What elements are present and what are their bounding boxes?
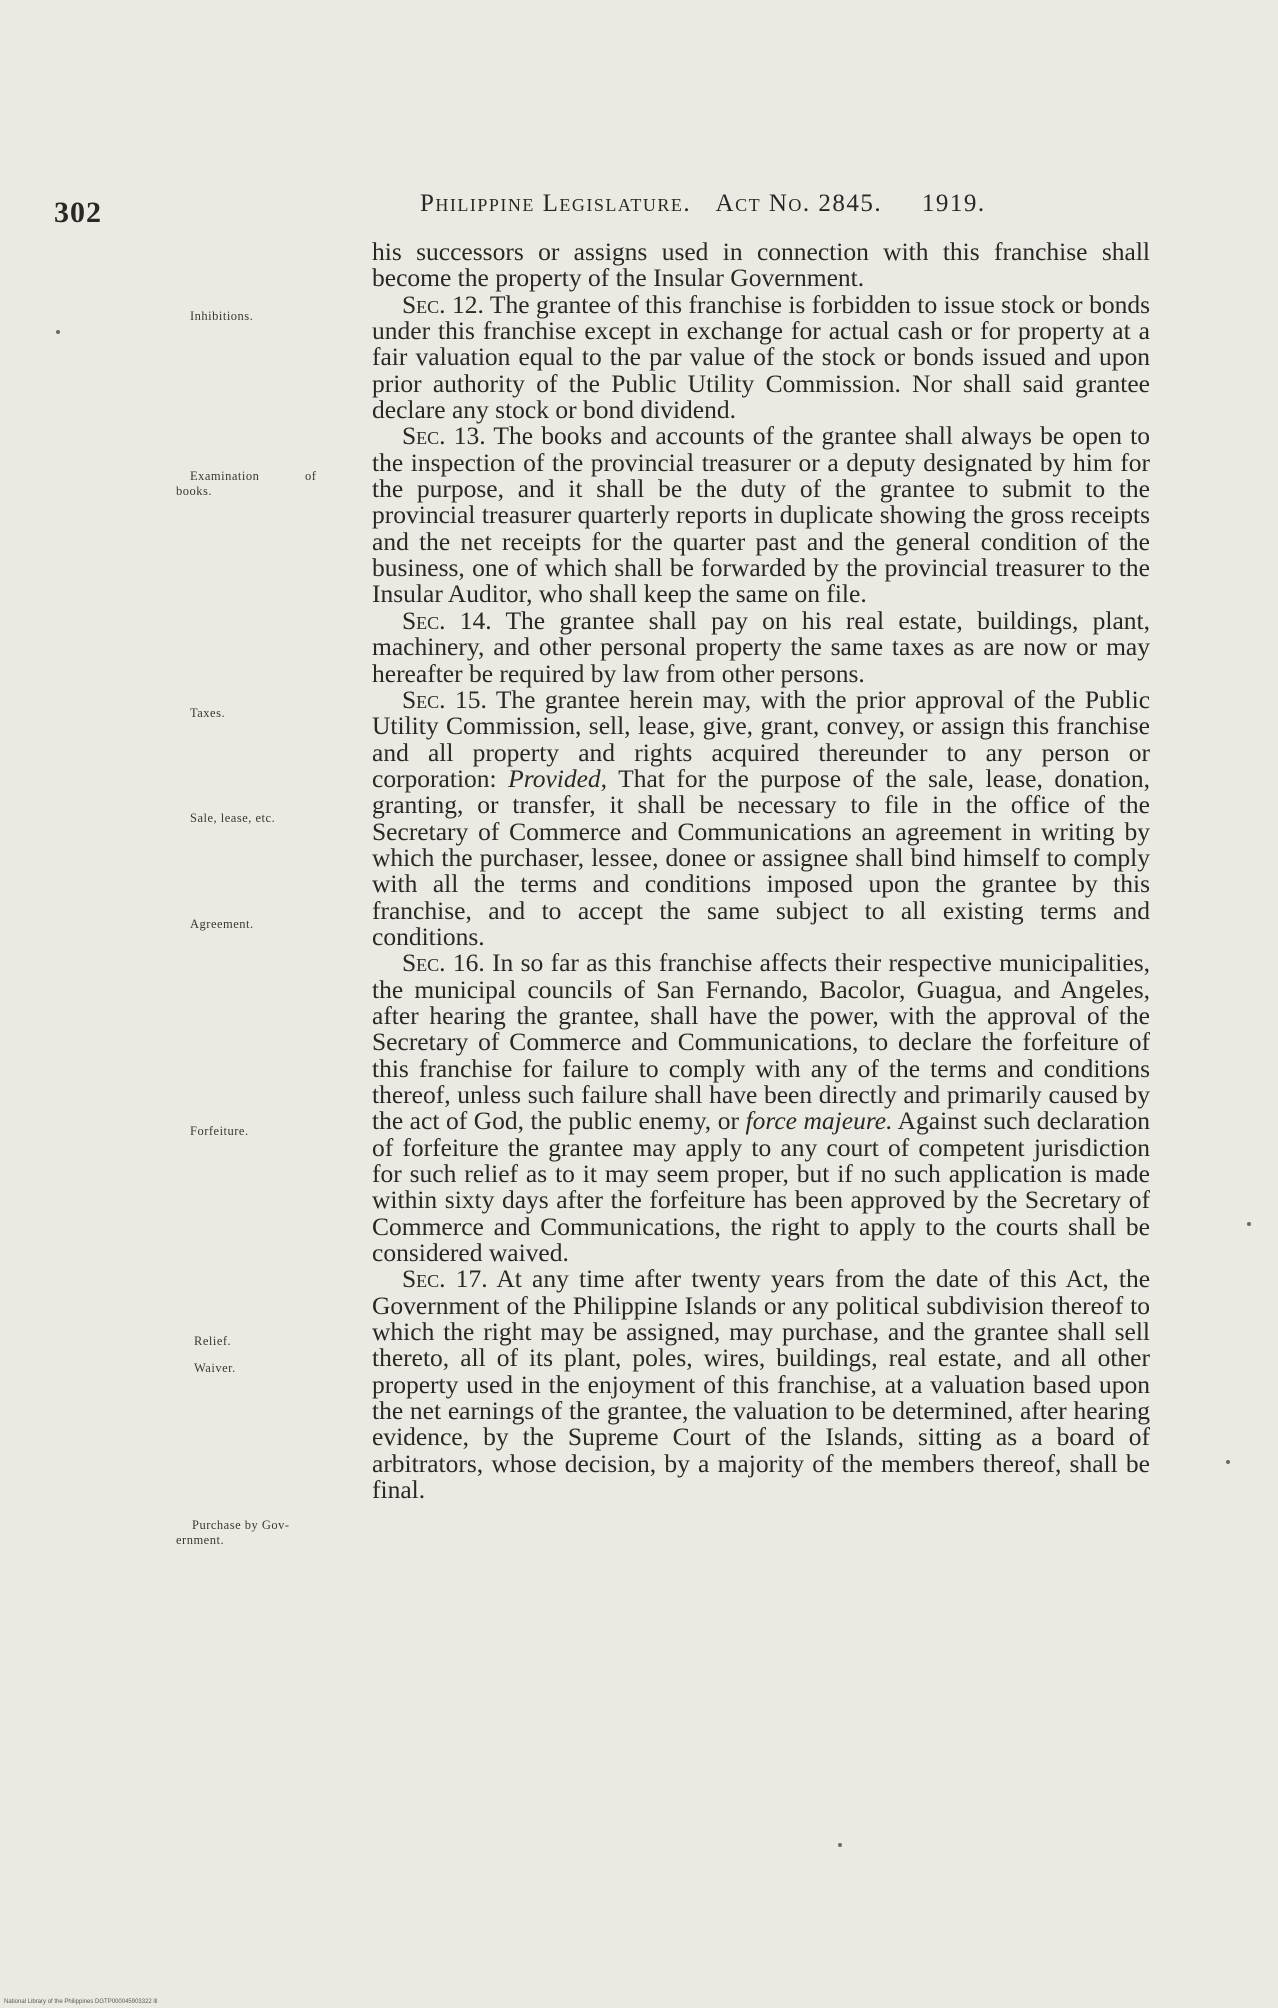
paper-speck [838, 1843, 842, 1847]
paper-speck [56, 330, 60, 334]
margin-note-examination-of: of [305, 469, 317, 483]
margin-note-agreement: Agreement. [190, 917, 254, 931]
margin-note-examination [190, 469, 316, 484]
paper-speck [1247, 1222, 1251, 1226]
section-15-text-b: That for the purpose of the sale, lease, donation, granting, or transfer, it shall be necessary to file in the office of the Secretary of Commerce and Communications an agreement in writing by which the purchaser, lessee, donee or assignee shall bind himself to comply with all the terms and conditions imposed upon the grantee by this franchise, and to accept the same subject to all existing terms and conditions. [372, 763, 1151, 951]
paragraph-continued: his successors or assigns used in connection with this franchise shall become the property of the Insular Government. [372, 237, 1150, 293]
section-13-mark: Sec. 13. [402, 421, 486, 451]
section-15 [372, 684, 1151, 951]
section-17 [372, 1266, 1150, 1503]
section-14 [372, 605, 1150, 688]
margin-note-examination-word: Examination [190, 469, 260, 483]
margin-note-purchase: Purchase by Gov- [192, 1518, 290, 1532]
running-head-act: Act No. 2845. [715, 190, 883, 217]
section-12-mark: Sec. 12. [402, 289, 484, 319]
page-number: 302 [54, 196, 102, 229]
running-head-title: Philippine Legislature. [420, 190, 692, 217]
margin-note-forfeiture: Forfeiture. [190, 1124, 249, 1138]
section-13 [372, 423, 1150, 607]
section-12 [372, 289, 1150, 425]
paper-speck [1226, 1460, 1230, 1464]
running-head [420, 190, 1004, 218]
margin-note-sale: Sale, lease, etc. [190, 811, 276, 825]
section-14-text: The grantee shall pay on his real estate, buildings, plant, machinery, and other personal property the same taxes as are now or may hereafter be required by law from other persons. [372, 605, 1150, 688]
margin-note-waiver: Waiver. [194, 1361, 236, 1375]
section-13-text: The books and accounts of the grantee shall always be open to the inspection of the provincial treasurer or a deputy designated by him for the purpose, and it shall be the duty of the grantee to submit to the provincial treasurer quarterly reports in duplicate showing the gross receipts and the net receipts for the quarter past and the general condition of the business, one of which shall be forwarded by the provincial treasurer to the Insular Auditor, who shall keep the same on file. [372, 421, 1151, 609]
section-16-text-b: Against such declaration of forfeiture the grantee may apply to any court of competent jurisdiction for such relief as to it may seem proper, but if no such application is made within sixty days after the forfeiture has been approved by the Secretary of Commerce and Communications, the right to apply to the courts shall be considered waived. [372, 1106, 1151, 1268]
section-14-mark: Sec. 14. [402, 605, 492, 635]
section-16-mark: Sec. 16. [402, 948, 485, 978]
section-12-text: The grantee of this franchise is forbidden to issue stock or bonds under this franchise except in exchange for actual cash or for property at a fair valuation equal to the par value of the stock or bonds issued and upon prior authority of the Public Utility Commission. Nor shall said grantee declare any stock or bond dividend. [372, 289, 1150, 425]
margin-note-inhibitions: Inhibitions. [190, 309, 254, 323]
section-15-mark: Sec. 15. [402, 684, 487, 714]
footer-tag: National Library of the Philippines DGTP000045903322 lll [4, 1999, 158, 2005]
margin-note-taxes: Taxes. [190, 706, 226, 720]
section-17-mark: Sec. 17. [402, 1264, 488, 1294]
margin-note-purchase-cont: ernment. [176, 1533, 225, 1547]
section-16 [372, 950, 1150, 1266]
section-15-text-a: The grantee herein may, with the prior approval of the Public Utility Commission, sell, lease, give, grant, convey, or assign this franchise and all property and rights acquired thereunder to any person or corporation: [372, 684, 1151, 793]
section-16-force-majeure: force majeure. [745, 1106, 893, 1136]
section-17-text: At any time after twenty years from the date of this Act, the Government of the Philippine Islands or any political subdivision thereof to which the right may be assigned, may purchase, and the grantee shall sell thereto, all of its plant, poles, wires, buildings, real estate, and all other property used in the enjoyment of this franchise, at a valuation based upon the net earnings of the grantee, the valuation to be determined, after hearing evidence, by the Supreme Court of the Islands, sitting as a board of arbitrators, whose decision, by a majority of the members thereof, shall be final. [372, 1264, 1151, 1505]
section-16-text-a: In so far as this franchise affects their respective municipalities, the municipal councils of San Fernando, Bacolor, Guagua, and Angeles, after hearing the grantee, shall have the power, with the approval of the Secretary of Commerce and Communications, to declare the forfeiture of this franchise for failure to comply with any of the terms and conditions thereof, unless such failure shall have been directly and primarily caused by the act of God, the public enemy, or [372, 948, 1151, 1136]
margin-note-books: books. [176, 484, 212, 498]
page-body [372, 239, 1150, 1504]
running-head-year: 1919. [921, 190, 986, 217]
margin-note-relief: Relief. [194, 1334, 232, 1348]
section-15-provided: Provided, [508, 763, 608, 793]
